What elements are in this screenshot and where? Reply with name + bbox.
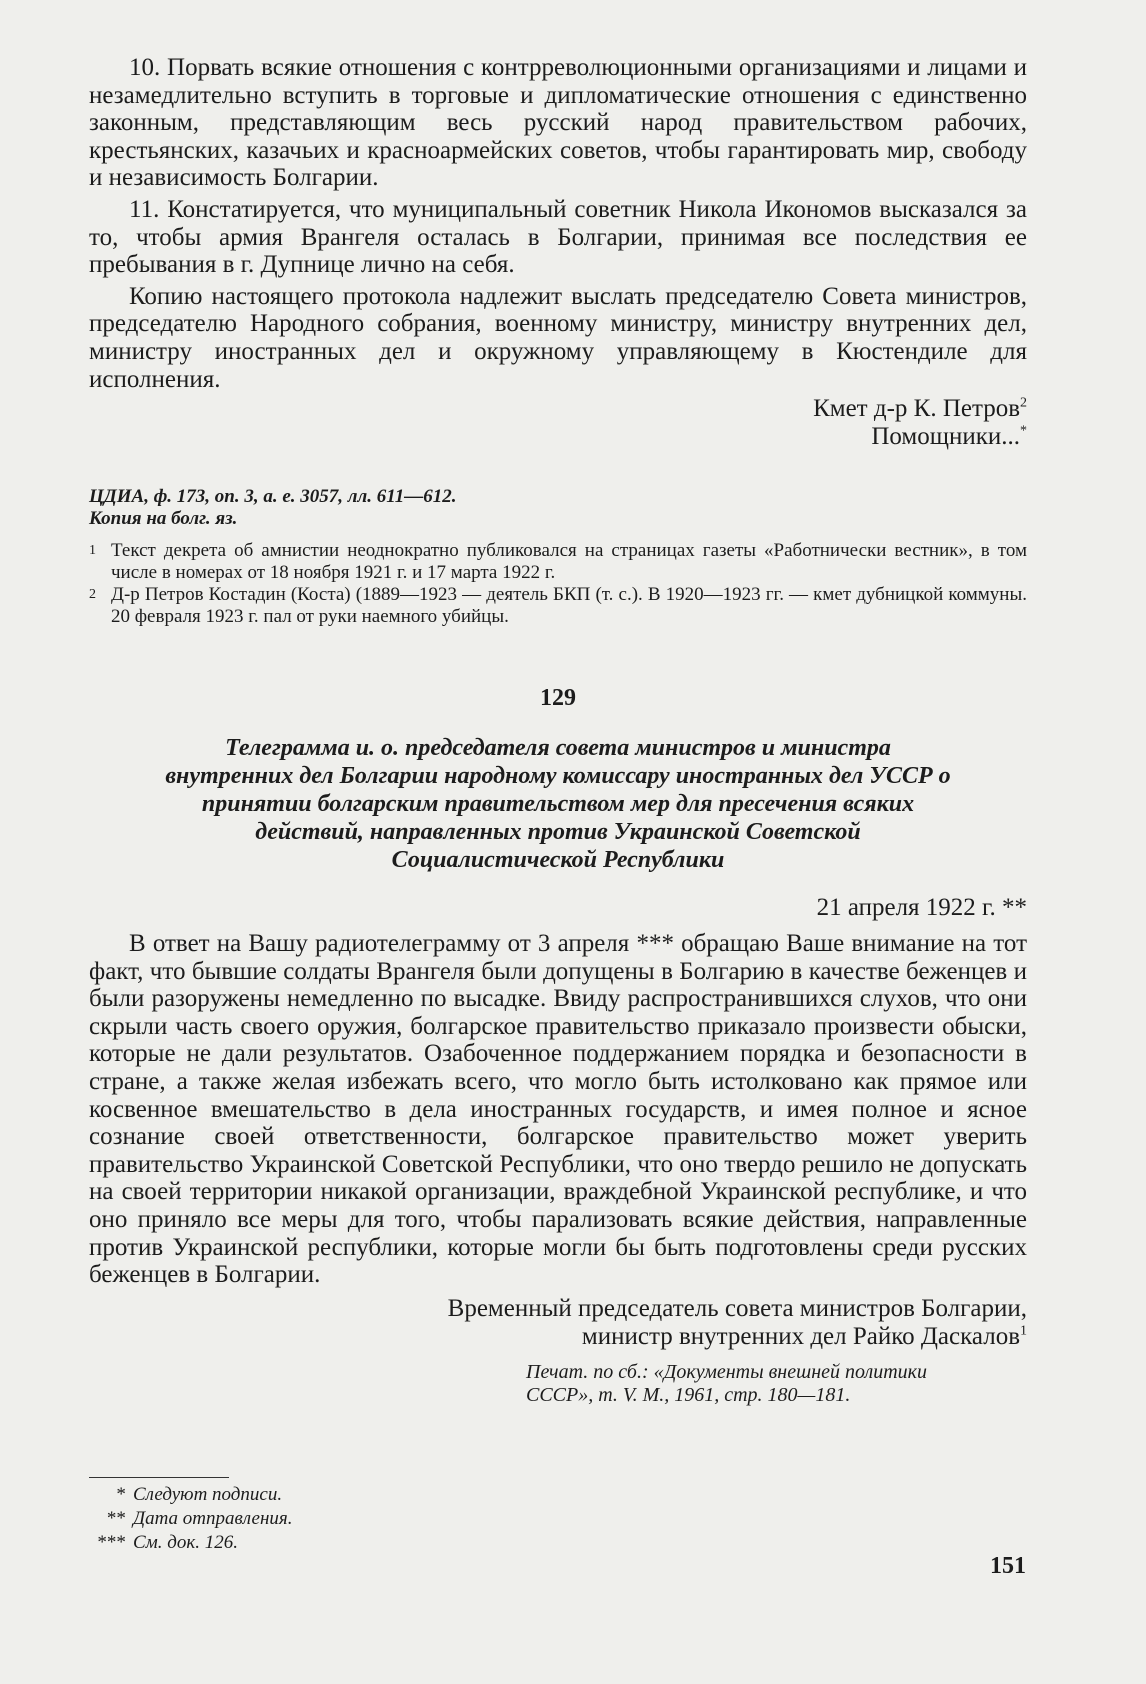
signature-assistants — [89, 423, 1027, 451]
footnote-ref-1: 1 — [1020, 1323, 1027, 1339]
archive-source — [89, 486, 1027, 530]
note-item — [89, 1507, 1027, 1531]
date-note-mark: ** — [1002, 894, 1027, 921]
document-129 — [89, 685, 1027, 1407]
note-mark: *** — [96, 1532, 125, 1553]
signature-line-2 — [89, 1323, 1027, 1351]
signature-kmet-text: Кмет д-р К. Петров — [813, 395, 1020, 423]
publication-line-1: Печат. по сб.: «Документы внешней политики — [526, 1360, 928, 1383]
footnote — [89, 540, 1027, 584]
publication-line-2: СССР», т. V. М., 1961, стр. 180—181. — [526, 1383, 851, 1406]
copy-language-note: Копия на болг. яз. — [89, 508, 238, 529]
telegram-body: В ответ на Вашу радиотелеграмму от 3 апреля *** обращаю Ваше внимание на тот факт, что бывшие солдаты Врангеля были допущены в Болгарию в качестве беженцев и были разоружены немедленно по высадке. Ввиду распространившихся слухов, что они скрыли часть своего оружия, болгарское правительство приказало произвести обыски, которые не дали результатов. Озабоченное поддержанием порядка и безопасности в стране, а также желая избежать всего, что могло быть истолковано как прямое или косвенное вмешательство в дела иностранных государств, и имея полное и ясное сознание своей ответственности, болгарское правительство может уверить правительство Украинской Советской Республики, что оно твердо решило не допускать на своей территории никакой организации, враждебной Украинской республике, и что оно приняло все меры для того, чтобы парализовать всякие действия, направленные против Украинской республики, которые могли бы быть подготовлены среди русских беженцев в Болгарии. — [89, 930, 1027, 1289]
telegram-signature — [89, 1295, 1027, 1351]
document-title: Телеграмма и. о. председателя совета министров и министра внутренних дел Болгарии народному комиссару иностранных дел УССР о принятии болгарским правительством мер для пресечения всяких действий, направленных против Украинской Советской Социалистической Республики — [165, 735, 951, 873]
publication-source — [526, 1361, 1027, 1407]
note-text: См. док. 126. — [133, 1532, 239, 1553]
signature-assistants-text: Помощники... — [871, 423, 1020, 451]
notes-divider — [89, 1477, 229, 1478]
item-11-paragraph: 11. Констатируется, что муниципальный советник Никола Икономов высказался за то, чтобы армия Врангеля осталась в Болгарии, принимая все последствия ее пребывания в г. Дупнице лично на себя. — [89, 195, 1027, 279]
note-mark: * — [115, 1484, 125, 1505]
footnote-text: Текст декрета об амнистии неоднократно публиковался на страницах газеты «Работнически вестник», в том числе в номерах от 18 ноября 1921 г. и 17 марта 1922 г. — [111, 540, 1027, 583]
note-mark: ** — [106, 1508, 125, 1529]
document-date — [89, 894, 1027, 922]
footnote-ref-2: 2 — [1020, 395, 1027, 411]
footnote — [89, 584, 1027, 628]
document-number: 129 — [540, 685, 576, 711]
note-text: Следуют подписи. — [133, 1484, 283, 1505]
signature-line-2-text: министр внутренних дел Райко Даскалов — [581, 1322, 1020, 1350]
bottom-notes — [89, 1483, 1027, 1555]
footnotes-top — [89, 540, 1027, 628]
signature-kmet — [89, 395, 1027, 423]
protocol-continuation — [89, 54, 1027, 451]
copy-distribution-paragraph: Копию настоящего протокола надлежит выслать председателю Совета министров, председателю Народного собрания, военному министру, министру внутренних дел, министру иностранных дел и окружному управляющему в Кюстендиле для исполнения. — [89, 282, 1027, 393]
signature-line-1: Временный председатель совета министров Болгарии, — [447, 1294, 1027, 1322]
footnote-text: Д-р Петров Костадин (Коста) (1889—1923 — деятель БКП (т. с.). В 1920—1923 гг. — кмет дубницкой коммуны. 20 февраля 1923 г. пал от руки наемного убийцы. — [111, 584, 1027, 627]
footnote-mark: 1 — [89, 543, 96, 558]
note-text: Дата отправления. — [133, 1508, 293, 1529]
page-number: 151 — [990, 1553, 1026, 1579]
note-item — [89, 1531, 1027, 1555]
footnote-mark: 2 — [89, 587, 96, 602]
note-item — [89, 1483, 1027, 1507]
item-10-paragraph: 10. Порвать всякие отношения с контрреволюционными организациями и лицами и незамедлительно вступить в торговые и дипломатические отношения с единственно законным, представляющим весь русский народ правительством рабочих, крестьянских, казачьих и красноармейских советов, чтобы гарантировать мир, свободу и независимость Болгарии. — [89, 54, 1027, 192]
archive-reference: ЦДИА, ф. 173, оп. 3, а. е. 3057, лл. 611—612. — [89, 486, 457, 507]
document-date-text: 21 апреля 1922 г. — [816, 894, 996, 921]
footnote-ref-star: * — [1020, 423, 1027, 439]
